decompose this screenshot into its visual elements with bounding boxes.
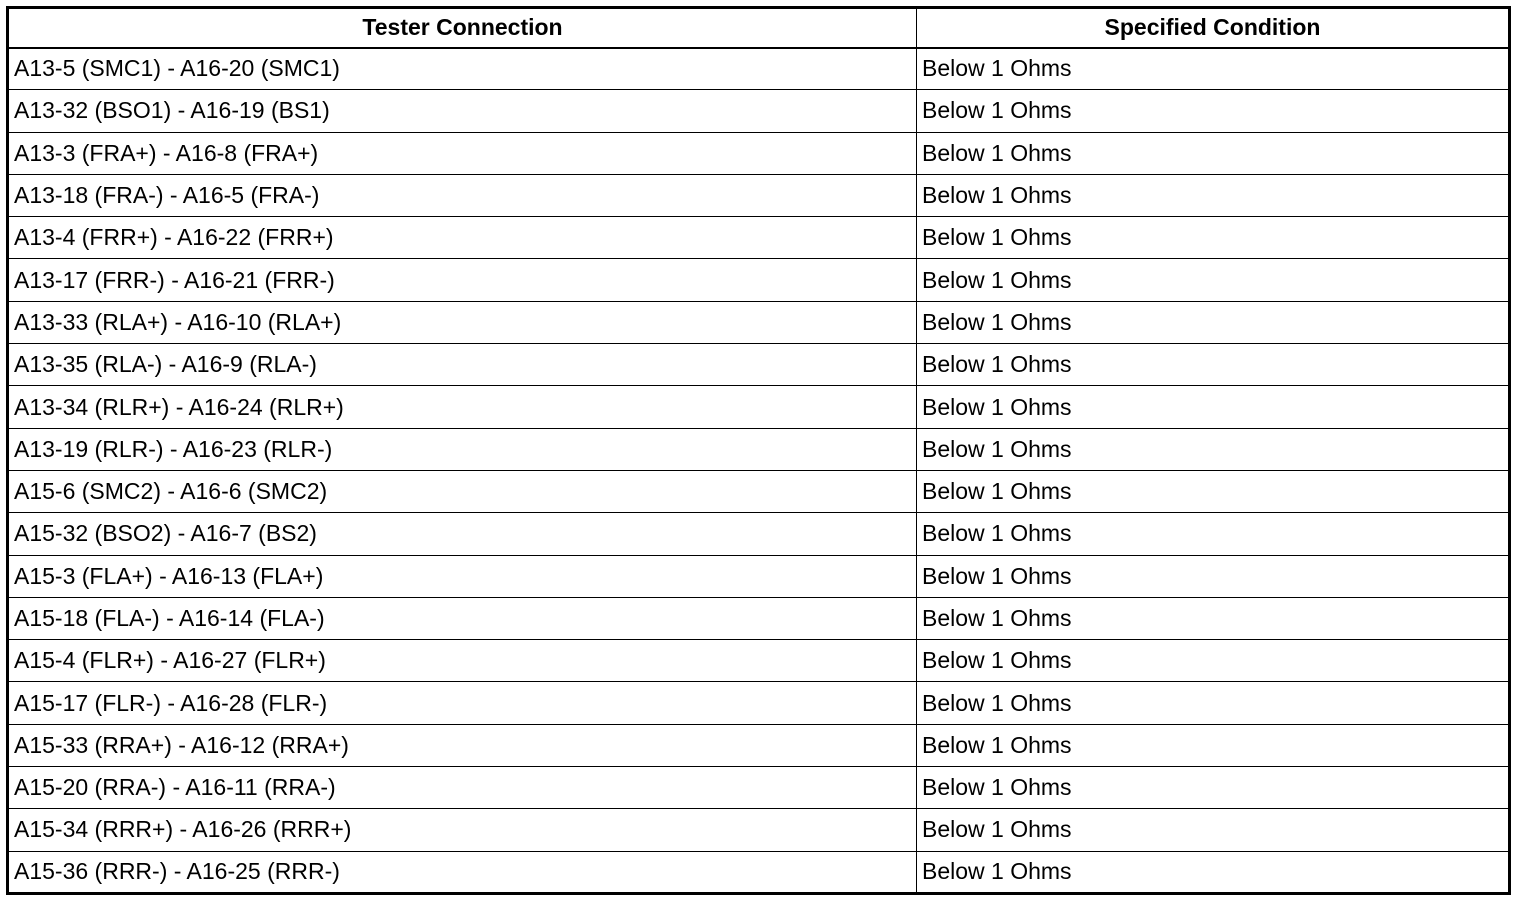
table-row bbox=[8, 344, 1510, 386]
cell-tester-connection: A15-17 (FLR-) - A16-28 (FLR-) bbox=[8, 682, 917, 724]
cell-specified-condition: Below 1 Ohms bbox=[917, 555, 1510, 597]
table-row bbox=[8, 470, 1510, 512]
table-row bbox=[8, 682, 1510, 724]
cell-specified-condition: Below 1 Ohms bbox=[917, 48, 1510, 90]
cell-specified-condition: Below 1 Ohms bbox=[917, 386, 1510, 428]
table-row bbox=[8, 48, 1510, 90]
table-row bbox=[8, 301, 1510, 343]
table-row bbox=[8, 386, 1510, 428]
table-row bbox=[8, 132, 1510, 174]
cell-specified-condition: Below 1 Ohms bbox=[917, 90, 1510, 132]
cell-tester-connection: A15-32 (BSO2) - A16-7 (BS2) bbox=[8, 513, 917, 555]
cell-specified-condition: Below 1 Ohms bbox=[917, 259, 1510, 301]
header-specified-condition: Specified Condition bbox=[917, 8, 1510, 48]
table-row bbox=[8, 555, 1510, 597]
table-row bbox=[8, 640, 1510, 682]
cell-tester-connection: A13-18 (FRA-) - A16-5 (FRA-) bbox=[8, 174, 917, 216]
cell-specified-condition: Below 1 Ohms bbox=[917, 597, 1510, 639]
table-row bbox=[8, 259, 1510, 301]
table-row bbox=[8, 809, 1510, 851]
cell-tester-connection: A13-32 (BSO1) - A16-19 (BS1) bbox=[8, 90, 917, 132]
cell-specified-condition: Below 1 Ohms bbox=[917, 809, 1510, 851]
table-row bbox=[8, 428, 1510, 470]
cell-specified-condition: Below 1 Ohms bbox=[917, 851, 1510, 893]
cell-tester-connection: A15-20 (RRA-) - A16-11 (RRA-) bbox=[8, 767, 917, 809]
cell-tester-connection: A13-4 (FRR+) - A16-22 (FRR+) bbox=[8, 217, 917, 259]
table-header bbox=[8, 8, 1510, 48]
cell-specified-condition: Below 1 Ohms bbox=[917, 767, 1510, 809]
cell-specified-condition: Below 1 Ohms bbox=[917, 174, 1510, 216]
table-row bbox=[8, 513, 1510, 555]
tester-connection-table bbox=[6, 6, 1511, 895]
cell-tester-connection: A13-35 (RLA-) - A16-9 (RLA-) bbox=[8, 344, 917, 386]
cell-tester-connection: A15-3 (FLA+) - A16-13 (FLA+) bbox=[8, 555, 917, 597]
cell-specified-condition: Below 1 Ohms bbox=[917, 470, 1510, 512]
cell-tester-connection: A13-19 (RLR-) - A16-23 (RLR-) bbox=[8, 428, 917, 470]
cell-specified-condition: Below 1 Ohms bbox=[917, 132, 1510, 174]
table-row bbox=[8, 90, 1510, 132]
table-row bbox=[8, 724, 1510, 766]
cell-tester-connection: A15-6 (SMC2) - A16-6 (SMC2) bbox=[8, 470, 917, 512]
table-row bbox=[8, 217, 1510, 259]
table-row bbox=[8, 174, 1510, 216]
cell-tester-connection: A13-34 (RLR+) - A16-24 (RLR+) bbox=[8, 386, 917, 428]
cell-specified-condition: Below 1 Ohms bbox=[917, 640, 1510, 682]
cell-specified-condition: Below 1 Ohms bbox=[917, 724, 1510, 766]
table-row bbox=[8, 767, 1510, 809]
cell-tester-connection: A15-18 (FLA-) - A16-14 (FLA-) bbox=[8, 597, 917, 639]
cell-tester-connection: A15-4 (FLR+) - A16-27 (FLR+) bbox=[8, 640, 917, 682]
table-row bbox=[8, 851, 1510, 893]
cell-tester-connection: A13-5 (SMC1) - A16-20 (SMC1) bbox=[8, 48, 917, 90]
table-row bbox=[8, 597, 1510, 639]
cell-tester-connection: A13-33 (RLA+) - A16-10 (RLA+) bbox=[8, 301, 917, 343]
cell-specified-condition: Below 1 Ohms bbox=[917, 682, 1510, 724]
table-body bbox=[8, 48, 1510, 894]
cell-specified-condition: Below 1 Ohms bbox=[917, 513, 1510, 555]
header-tester-connection: Tester Connection bbox=[8, 8, 917, 48]
cell-tester-connection: A15-33 (RRA+) - A16-12 (RRA+) bbox=[8, 724, 917, 766]
header-row bbox=[8, 8, 1510, 48]
cell-specified-condition: Below 1 Ohms bbox=[917, 428, 1510, 470]
cell-tester-connection: A13-3 (FRA+) - A16-8 (FRA+) bbox=[8, 132, 917, 174]
cell-specified-condition: Below 1 Ohms bbox=[917, 217, 1510, 259]
cell-specified-condition: Below 1 Ohms bbox=[917, 344, 1510, 386]
cell-tester-connection: A13-17 (FRR-) - A16-21 (FRR-) bbox=[8, 259, 917, 301]
cell-tester-connection: A15-36 (RRR-) - A16-25 (RRR-) bbox=[8, 851, 917, 893]
cell-specified-condition: Below 1 Ohms bbox=[917, 301, 1510, 343]
cell-tester-connection: A15-34 (RRR+) - A16-26 (RRR+) bbox=[8, 809, 917, 851]
